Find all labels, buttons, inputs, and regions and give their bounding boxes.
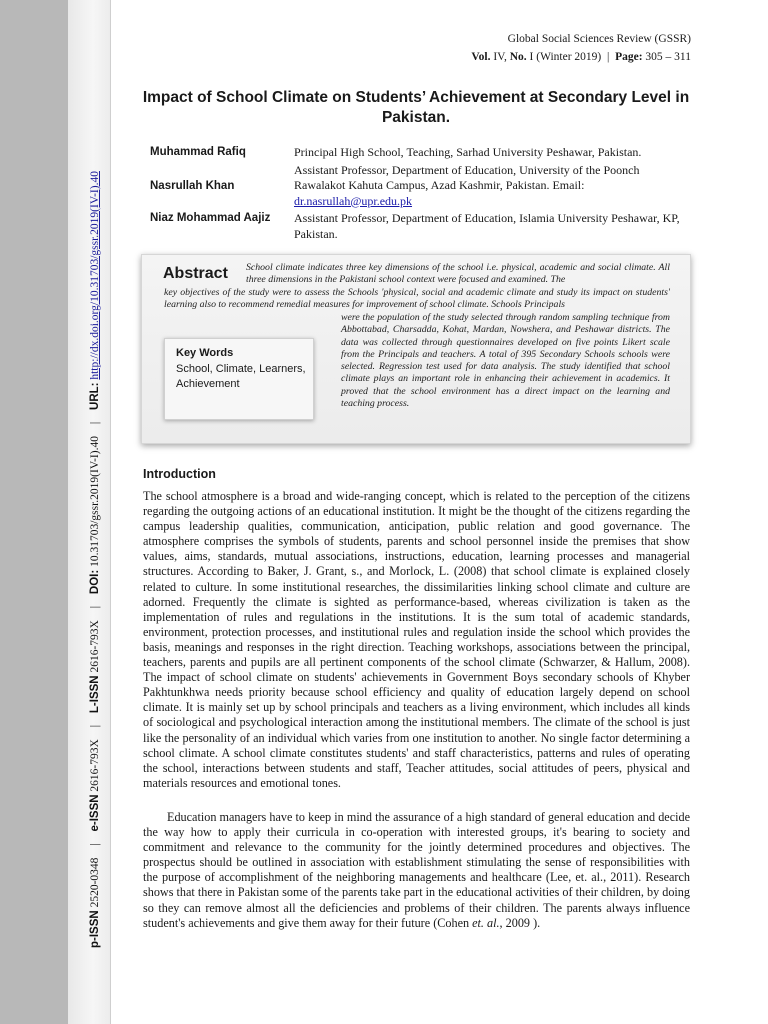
introduction-heading: Introduction xyxy=(143,467,216,481)
abstract-text-top: School climate indicates three key dimensions of the school i.e. physical, academic and social climate. All three dimensions in the Pakistani school context were focused and examined. The xyxy=(246,262,670,286)
doi-url-link[interactable]: http://dx.doi.org/10.31703/gssr.2019(IV-I).40 xyxy=(89,171,101,380)
eissn-label: e-ISSN xyxy=(89,794,101,832)
intro-paragraph-2 xyxy=(143,810,690,931)
author-row xyxy=(150,211,690,242)
author-list xyxy=(150,145,690,244)
author-row xyxy=(150,163,690,210)
volume-info xyxy=(471,51,691,63)
author-name: Muhammad Rafiq xyxy=(150,146,246,158)
no-value: I (Winter 2019) xyxy=(529,51,602,63)
journal-name: Global Social Sciences Review (GSSR) xyxy=(507,33,691,45)
url-label: URL: xyxy=(89,382,101,410)
separator: | xyxy=(89,421,101,425)
no-label: No. xyxy=(509,51,527,63)
abstract-heading: Abstract xyxy=(163,265,228,282)
page-label: Page: xyxy=(615,51,643,63)
separator: | xyxy=(89,843,101,846)
affiliation-text: Assistant Professor, Department of Education, University of the Poonch Rawalakot Kahuta Campus, Azad Kashmir, Pakistan. Email: xyxy=(294,162,640,192)
separator: | xyxy=(89,724,101,728)
author-email-link[interactable]: dr.nasrullah@upr.edu.pk xyxy=(294,193,413,208)
article-title: Impact of School Climate on Students’ Achievement at Secondary Level in Pakistan. xyxy=(142,89,690,126)
author-affiliation: Assistant Professor, Department of Education, Islamia University Peshawar, KP, Pakistan. xyxy=(294,211,680,241)
eissn-value: 2616-793X xyxy=(89,739,101,792)
keywords-list: School, Climate, Learners, Achievement xyxy=(176,363,306,390)
intro-paragraph-1: The school atmosphere is a broad and wide-ranging concept, which is related to the perception of the citizens regarding the outgoing actions of an educational institution. It might be the thought of the citizens regarding the campus leadership qualities, communication, anticipation, public relation and good governance. The atmosphere comprises the symbols of students, parents and school personnel inside the premises that show values, aims, standards, mutual associations, instructions, education, learning processes and managerial structures. According to Baker, J. Grant, s., and Morlock, L. (2008) that school climate is explained closely related to culture. In some institutional researches, the dissimilarities linking school climate and culture are adorned. Frequently the climate is sighted as performance-based, whereas civilization is taken as the implementation of rules and regulations in the institutions. It is the sum total of academic standards, environment, protection processes, and institutional rules and regulation inside the school which provides the basis, meanings and responses in the right direction. Teaching workshops, associations between the principal, teachers, parents and pupils are all pertinent components of the school climate (Schwarzer, & Hallum, 2008). The impact of school climate on students' achievements in Government Boys secondary schools of Khyber Pakhtunkhwa needs priority because school efficiency and quality of education largely depend on school climate. It is mainly set up by school principals and teachers as a living environment, which includes all kinds of sociological and psychological interaction among the institutional members. The climate of the school is just like the personality of an individual which varies from one institution to another. No single factor determining a school climate. A school climate constitutes students' and staff characteristics, patterns and rules of operating the school, interactions between students and staff, Teacher attitudes, social attitudes of peers, physical and materials resources and emotional tones. xyxy=(143,489,690,790)
author-affiliation xyxy=(294,163,690,210)
vol-value: IV, xyxy=(493,51,507,63)
paragraph-text: Education managers have to keep in mind the assurance of a high standard of general education and decide the way how to apply their curricula in co-operation with interested groups, it's bearing to society and commitment and relevance to the community for the jointly determined procedures and objectives. The prospectus should be outlined in association with establishment stimulating the sense of responsibilities with the purpose of accomplishment of the neighboring managements and healthcare (Lee, et. al., 2011). Research shows that there in Pakistan some of the parents take part in the educational activities of their children, by doing so they can remove almost all the deficiencies and problems of their children. The parents always influence student's achievements and give them away for their future (Cohen xyxy=(143,810,690,930)
separator: | xyxy=(89,605,101,609)
abstract-text-bottom: were the population of the study selected through random sampling technique from Abbottabad, Charsadda, Kohat, Mardan, Nowshera, and Peshawar districts. The data was collected through questionnaires developed on five points Likert scale from the Principals and teachers. A total of 395 Secondary Schools schools were selected. Regression test used for data analysis. The study identified that school climate plays an important role in enhancing their achievement in academics. It proved that the school environment has a direct impact on the learning and teaching process. xyxy=(341,312,670,410)
viewer-background-strip xyxy=(0,0,68,1024)
lissn-label: L-ISSN xyxy=(89,675,101,714)
vol-label: Vol. xyxy=(471,51,491,63)
author-affiliation: Principal High School, Teaching, Sarhad University Peshawar, Pakistan. xyxy=(294,145,642,159)
doi-value: 10.31703/gssr.2019(IV-I).40 xyxy=(89,436,101,567)
lissn-value: 2616-793X xyxy=(89,620,101,673)
page-range: 305 – 311 xyxy=(645,51,691,63)
keywords-heading: Key Words xyxy=(176,347,234,359)
pissn-label: p-ISSN xyxy=(89,910,101,948)
author-name: Niaz Mohammad Aajiz xyxy=(150,212,271,224)
abstract-text-middle: key objectives of the study were to assess the Schools 'physical, social and academic climate and study its impact on students' learning also to recommend remedial measures for improvement of school climate. Schools Principals xyxy=(164,287,670,311)
author-name: Nasrullah Khan xyxy=(150,179,235,192)
doi-label: DOI: xyxy=(89,569,101,595)
citation-etal: et. al., xyxy=(472,915,503,930)
author-row xyxy=(150,145,690,161)
citation-year: 2009 ). xyxy=(502,915,541,930)
separator: | xyxy=(607,51,610,63)
pissn-value: 2520-0348 xyxy=(89,857,101,908)
issn-doi-strip xyxy=(89,171,101,948)
